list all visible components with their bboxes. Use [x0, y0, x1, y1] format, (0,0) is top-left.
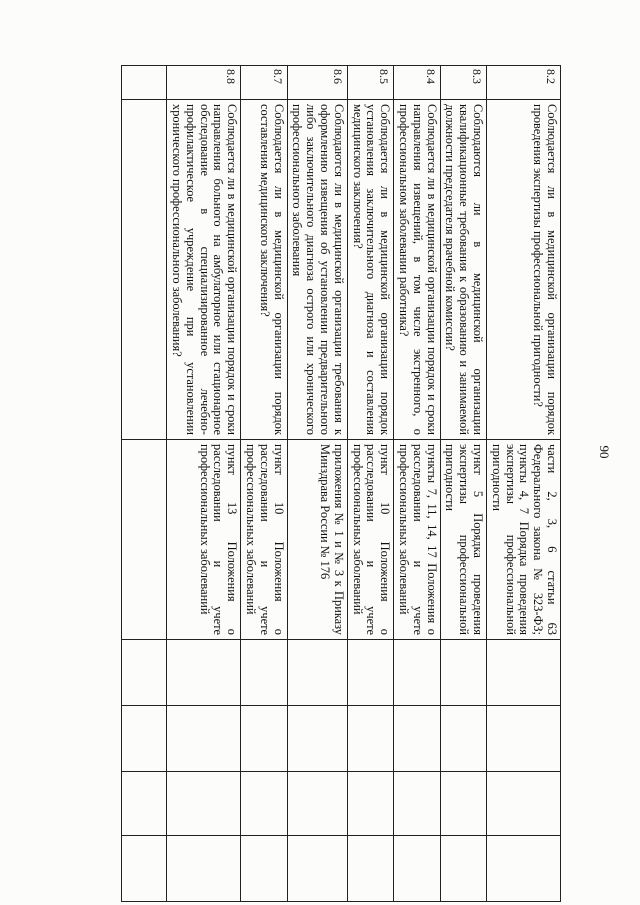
row-answer-na: [122, 772, 167, 836]
row-legal-basis-empty: [122, 440, 167, 640]
row-question: Соблюдаются ли в медицинской организации квалификационные требования к образованию и занимаемой должности председателя врачебной комиссии?: [440, 100, 486, 440]
row-answer-na: [487, 772, 561, 836]
row-question: Соблюдается ли в медицинской организации порядок составления медицинского заключения?: [241, 100, 287, 440]
row-legal-basis: части 2, 3, 6 статьи 63 Федерального закона № 323-ФЗ; пункты 4, 7 Порядка проведения экспертизы профессиональной пригодности: [487, 440, 561, 640]
row-number: 8.8: [167, 66, 241, 100]
row-question: Соблюдается ли в медицинской организации порядок и сроки направления больного на амбулаторное или стационарное обследование в специализированное лечебно-профилактическое учреждение при установлении хронического профессионального заболевания?: [167, 100, 241, 440]
row-answer-yes: [394, 640, 440, 706]
row-number: 8.2: [487, 66, 561, 100]
row-legal-basis: пункты 7, 11, 14, 17 Положения о расследовании и учете профессиональных заболеваний: [394, 440, 440, 640]
row-note: [167, 836, 241, 902]
row-answer-no: [347, 706, 393, 772]
row-note: [487, 836, 561, 902]
row-number: 8.4: [394, 66, 440, 100]
row-number-empty: [122, 66, 167, 100]
table-row: [287, 66, 347, 902]
row-note: [241, 836, 287, 902]
row-note: [347, 836, 393, 902]
row-legal-basis: пункт 10 Положения о расследовании и учете профессиональных заболеваний: [241, 440, 287, 640]
row-answer-na: [347, 772, 393, 836]
row-answer-yes: [241, 640, 287, 706]
row-answer-no: [122, 706, 167, 772]
row-answer-na: [440, 772, 486, 836]
row-answer-no: [487, 706, 561, 772]
row-question-empty: [122, 100, 167, 440]
row-answer-yes: [487, 640, 561, 706]
row-legal-basis: пункт 13 Положения о расследовании и учете профессиональных заболеваний: [167, 440, 241, 640]
row-number: 8.5: [347, 66, 393, 100]
row-number: 8.7: [241, 66, 287, 100]
row-answer-no: [287, 706, 347, 772]
table-row: [487, 66, 561, 902]
row-answer-yes: [347, 640, 393, 706]
row-answer-no: [440, 706, 486, 772]
row-answer-yes: [287, 640, 347, 706]
row-answer-no: [394, 706, 440, 772]
row-answer-yes: [440, 640, 486, 706]
row-answer-yes: [122, 640, 167, 706]
row-note: [394, 836, 440, 902]
row-legal-basis: приложения № 1 и № 3 к Приказу Минздрава России № 176: [287, 440, 347, 640]
checklist-table: [121, 65, 561, 902]
table-row: [394, 66, 440, 902]
row-answer-na: [241, 772, 287, 836]
row-legal-basis: пункт 5 Порядка проведения экспертизы профессиональной пригодности: [440, 440, 486, 640]
row-note: [440, 836, 486, 902]
table-row: [440, 66, 486, 902]
row-legal-basis: пункт 10 Положения о расследовании и учете профессиональных заболеваний: [347, 440, 393, 640]
row-answer-na: [394, 772, 440, 836]
row-question: Соблюдается ли в медицинской организации порядок проведения экспертизы профессиональной пригодности?: [487, 100, 561, 440]
rotated-table-container: [81, 65, 561, 901]
row-answer-na: [287, 772, 347, 836]
table-row: [347, 66, 393, 902]
page-number: 90: [597, 445, 612, 459]
row-question: Соблюдается ли в медицинской организации порядок и сроки направления извещений, в том числе экстренного, о профессиональном заболевании работника?: [394, 100, 440, 440]
row-number: 8.6: [287, 66, 347, 100]
table-row-empty: [122, 66, 167, 902]
row-answer-no: [167, 706, 241, 772]
row-number: 8.3: [440, 66, 486, 100]
row-question: Соблюдаются ли в медицинской организации требования к оформлению извещения об установлении предварительного либо заключительного диагноза острого или хронического профессионального заболевания: [287, 100, 347, 440]
row-answer-no: [241, 706, 287, 772]
row-question: Соблюдается ли в медицинской организации порядок установления заключительного диагноза и составления медицинского заключения?: [347, 100, 393, 440]
row-answer-na: [167, 772, 241, 836]
table-row: [241, 66, 287, 902]
row-note: [122, 836, 167, 902]
row-answer-yes: [167, 640, 241, 706]
table-row: [167, 66, 241, 902]
row-note: [287, 836, 347, 902]
